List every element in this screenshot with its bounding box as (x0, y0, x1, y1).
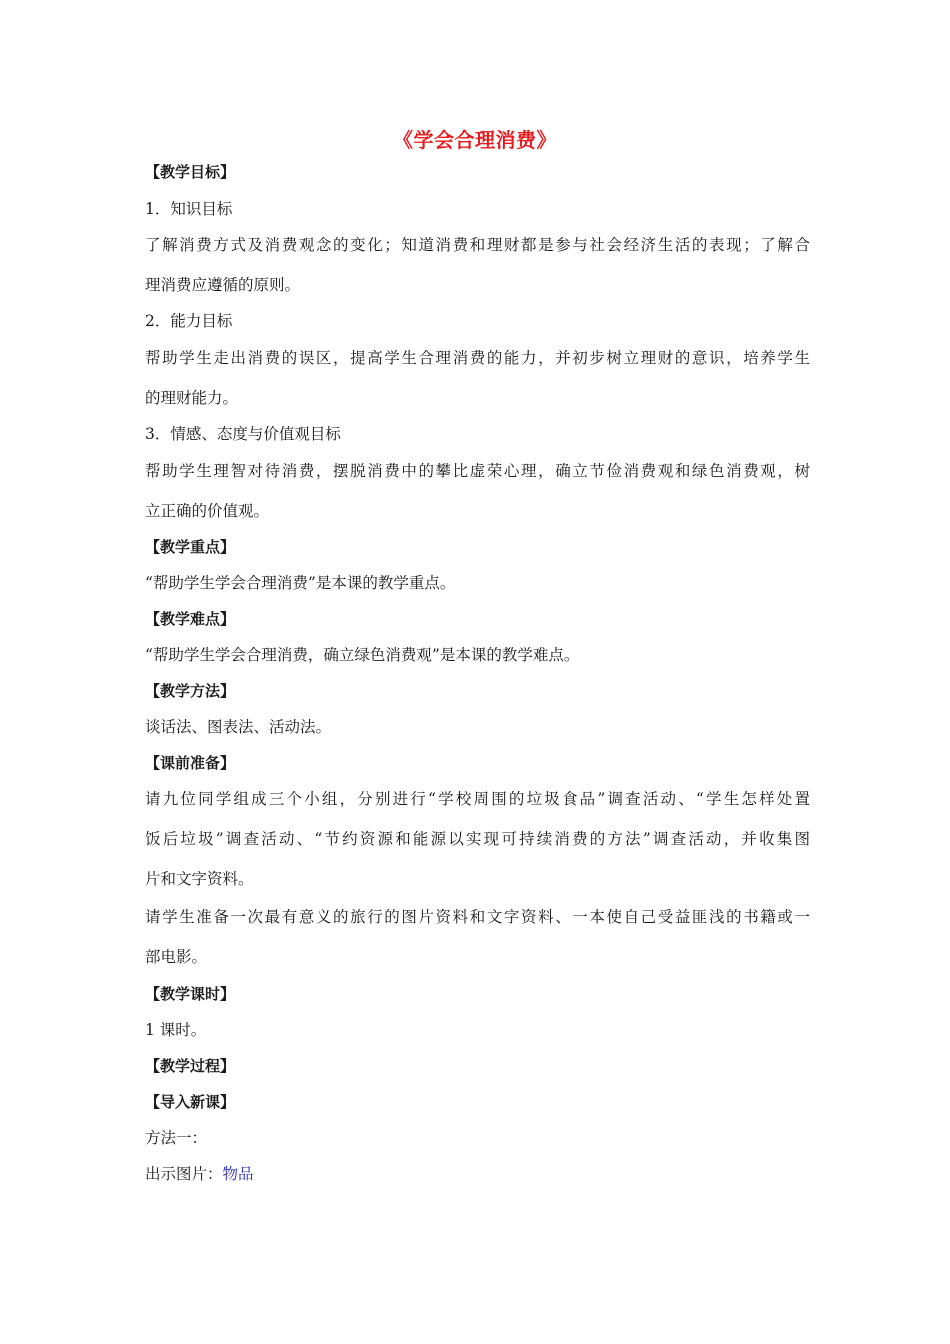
ability-text-line-1: 帮助学生走出消费的误区，提高学生合理消费的能力，并初步树立理财的意识，培养学生 (145, 349, 810, 367)
key-heading: 【教学重点】 (145, 538, 236, 556)
method-one-label: 方法一： (145, 1129, 208, 1147)
show-picture-line (145, 1163, 810, 1185)
ability-text-line-2: 的理财能力。 (145, 389, 239, 407)
show-picture-label: 出示图片： (145, 1165, 223, 1183)
document-title: 《学会合理消费》 (393, 128, 557, 152)
process-heading: 【教学过程】 (145, 1057, 236, 1075)
intro-heading: 【导入新课】 (145, 1093, 236, 1111)
emotion-text-line-2: 立正确的价值观。 (145, 502, 270, 520)
ability-label: 2．能力目标 (145, 312, 233, 330)
knowledge-label: 1．知识目标 (145, 200, 233, 218)
show-picture-link[interactable]: 物品 (222, 1165, 254, 1183)
prep-text-line-1: 请九位同学组成三个小组，分别进行“学校周围的垃圾食品”调查活动、“学生怎样处置 (145, 790, 810, 808)
hours-text: 1 课时。 (145, 1021, 207, 1039)
objectives-heading: 【教学目标】 (145, 163, 236, 181)
difficulty-text: “帮助学生学会合理消费，确立绿色消费观”是本课的教学难点。 (145, 646, 580, 664)
knowledge-text-line-2: 理消费应遵循的原则。 (145, 276, 301, 294)
method-text: 谈话法、图表法、活动法。 (145, 718, 332, 736)
prep-text-line-3: 片和文字资料。 (145, 870, 254, 888)
prep-heading: 【课前准备】 (145, 754, 236, 772)
knowledge-text-line-1: 了解消费方式及消费观念的变化；知道消费和理财都是参与社会经济生活的表现；了解合 (145, 236, 810, 254)
emotion-label: 3．情感、态度与价值观目标 (145, 425, 341, 443)
hours-heading: 【教学课时】 (145, 985, 236, 1003)
difficulty-heading: 【教学难点】 (145, 610, 236, 628)
method-heading: 【教学方法】 (145, 682, 236, 700)
key-text: “帮助学生学会合理消费”是本课的教学重点。 (145, 574, 456, 592)
emotion-text-line-1: 帮助学生理智对待消费，摆脱消费中的攀比虚荣心理，确立节俭消费观和绿色消费观，树 (145, 462, 810, 480)
prep-text-line-2: 饭后垃圾”调查活动、“节约资源和能源以实现可持续消费的方法”调查活动，并收集图 (145, 830, 810, 848)
prep-text-line-5: 部电影。 (145, 948, 208, 966)
prep-text-line-4: 请学生准备一次最有意义的旅行的图片资料和文字资料、一本使自己受益匪浅的书籍或一 (145, 908, 810, 926)
